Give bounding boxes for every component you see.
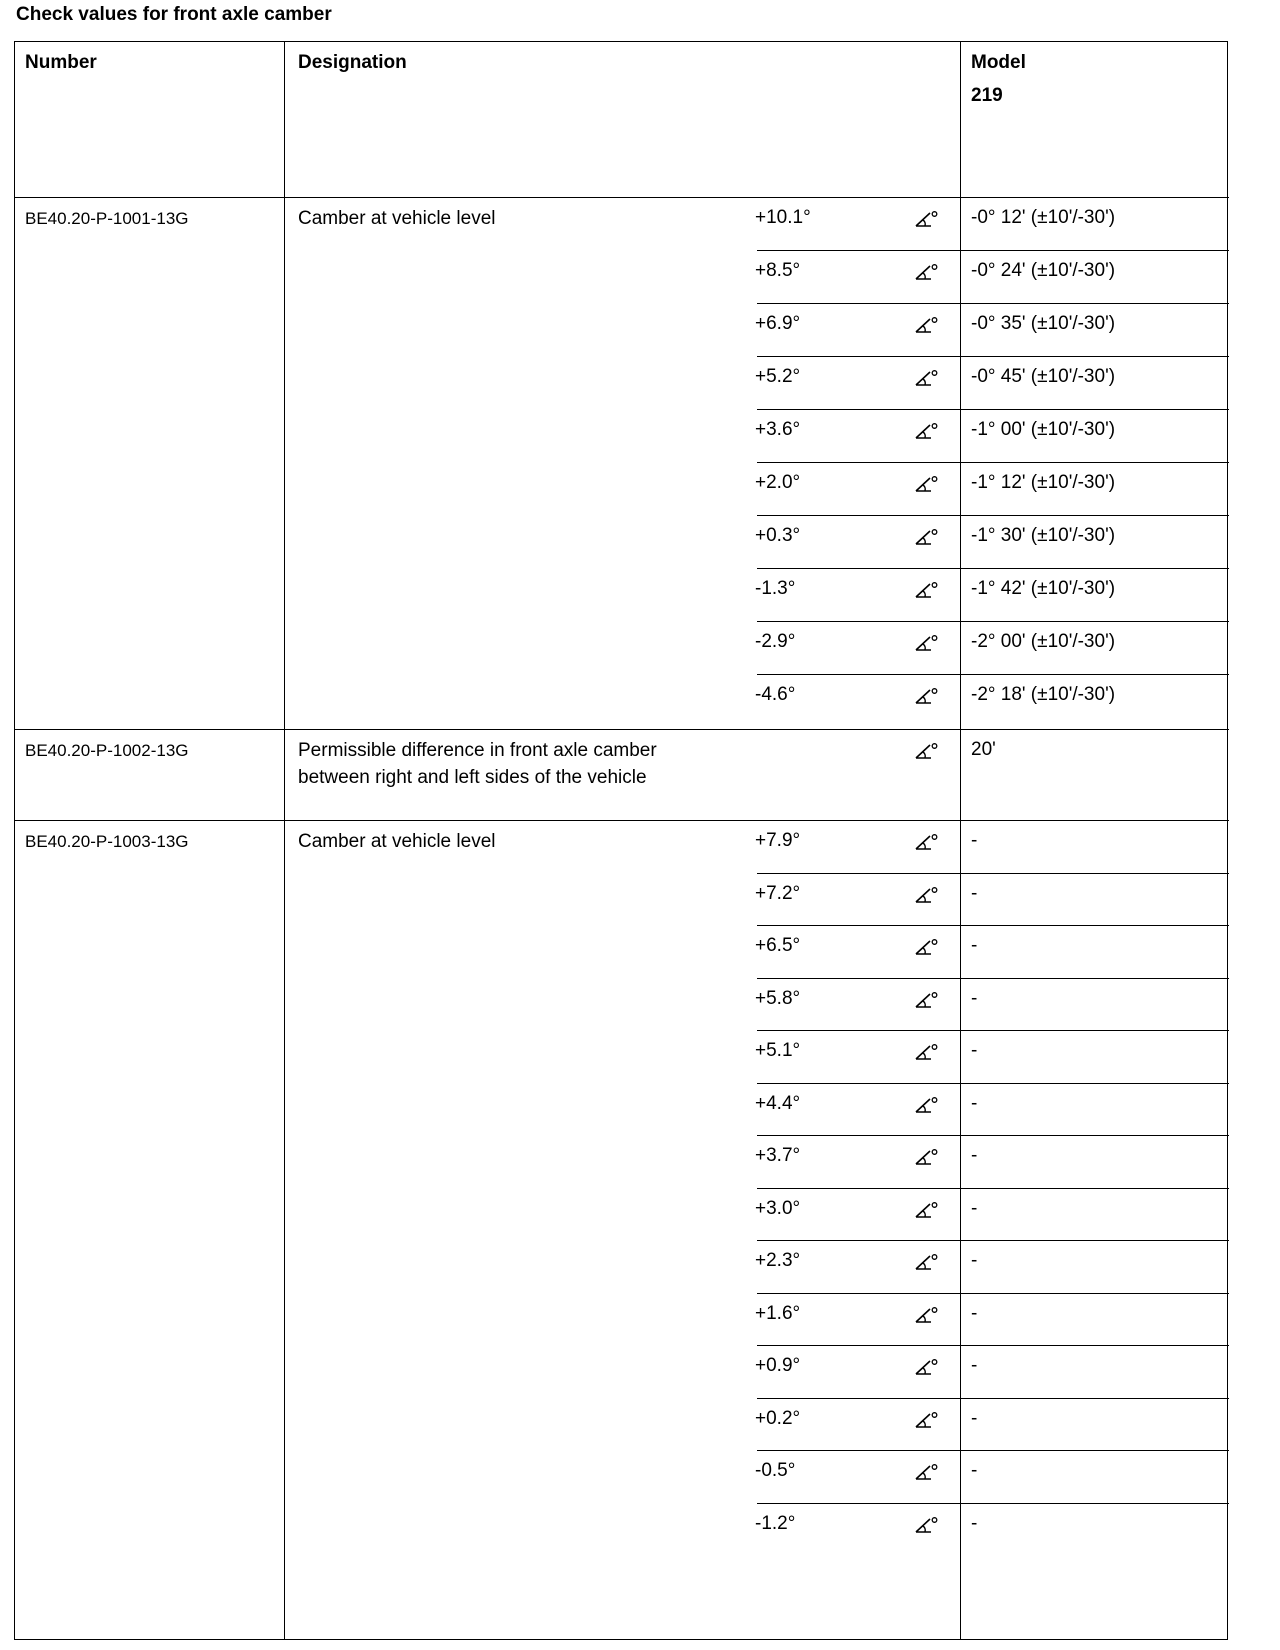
model-spec-value: - xyxy=(971,1512,978,1534)
camber-value: -1.3° xyxy=(755,578,796,599)
camber-value: -0.5° xyxy=(755,1460,796,1481)
model-spec-value: - xyxy=(971,1407,978,1429)
camber-value: +6.9° xyxy=(755,313,801,334)
angle-degree-icon xyxy=(913,209,939,229)
camber-value: +3.7° xyxy=(755,1145,801,1166)
model-spec-value: -1° 42' (±10'/-30') xyxy=(971,578,1116,599)
angle-degree-icon xyxy=(913,1462,939,1482)
header-designation: Designation xyxy=(298,52,407,73)
model-spec-value: -0° 45' (±10'/-30') xyxy=(971,366,1116,387)
row-divider xyxy=(757,303,1229,304)
angle-degree-icon xyxy=(913,741,939,761)
row-divider xyxy=(757,978,1229,979)
model-spec-value: -1° 30' (±10'/-30') xyxy=(971,525,1116,546)
camber-value: +5.8° xyxy=(755,987,801,1009)
angle-degree-icon xyxy=(913,262,939,282)
header-model-value: 219 xyxy=(971,85,1003,106)
header-number: Number xyxy=(25,52,97,73)
model-spec-value: - xyxy=(971,830,978,851)
model-spec-value: - xyxy=(971,1302,978,1324)
angle-degree-icon xyxy=(913,633,939,653)
angle-degree-icon xyxy=(913,1147,939,1167)
model-spec-value: 20' xyxy=(971,739,996,760)
model-spec-value: - xyxy=(971,1250,978,1271)
angle-degree-icon xyxy=(913,580,939,600)
row-divider xyxy=(757,925,1229,926)
angle-degree-icon xyxy=(913,885,939,905)
camber-value: +5.1° xyxy=(755,1040,801,1061)
row-divider xyxy=(757,1398,1229,1399)
angle-degree-icon xyxy=(913,368,939,388)
model-spec-value: - xyxy=(971,1040,978,1061)
angle-degree-icon xyxy=(913,421,939,441)
column-divider-number xyxy=(284,42,285,1639)
row-divider xyxy=(757,1450,1229,1451)
row-divider xyxy=(757,409,1229,410)
section-number: BE40.20-P-1001-13G xyxy=(25,209,189,228)
camber-value: +1.6° xyxy=(755,1302,801,1324)
camber-value: +2.3° xyxy=(755,1250,801,1271)
model-spec-value: -1° 00' (±10'/-30') xyxy=(971,419,1116,440)
row-divider xyxy=(757,250,1229,251)
camber-value: +8.5° xyxy=(755,260,801,281)
row-divider xyxy=(757,1345,1229,1346)
camber-value: +10.1° xyxy=(755,207,811,228)
model-spec-value: -0° 35' (±10'/-30') xyxy=(971,313,1116,334)
row-divider xyxy=(757,568,1229,569)
camber-value: +0.2° xyxy=(755,1407,801,1429)
camber-value: +7.2° xyxy=(755,882,801,904)
model-spec-value: - xyxy=(971,1355,978,1376)
camber-value: +4.4° xyxy=(755,1092,801,1114)
model-spec-value: - xyxy=(971,1092,978,1114)
row-divider xyxy=(757,462,1229,463)
section-designation: Permissible difference in front axle camber between right and left sides of the vehicle xyxy=(298,740,657,788)
camber-value: +3.6° xyxy=(755,419,801,440)
row-divider xyxy=(757,873,1229,874)
section-number: BE40.20-P-1002-13G xyxy=(25,741,189,760)
section-divider xyxy=(15,729,1229,730)
section-number: BE40.20-P-1003-13G xyxy=(25,832,189,851)
angle-degree-icon xyxy=(913,686,939,706)
row-divider xyxy=(757,1293,1229,1294)
camber-value: +0.3° xyxy=(755,525,801,546)
camber-value: -4.6° xyxy=(755,684,796,705)
model-spec-value: - xyxy=(971,935,978,956)
header-model-label: Model xyxy=(971,52,1026,73)
row-divider xyxy=(757,1503,1229,1504)
angle-degree-icon xyxy=(913,1252,939,1272)
angle-degree-icon xyxy=(913,1357,939,1377)
row-divider xyxy=(757,621,1229,622)
row-divider xyxy=(757,356,1229,357)
model-spec-value: -0° 24' (±10'/-30') xyxy=(971,260,1116,281)
row-divider xyxy=(757,1240,1229,1241)
camber-table xyxy=(14,41,1228,1640)
angle-degree-icon xyxy=(913,1095,939,1115)
row-divider xyxy=(757,674,1229,675)
model-spec-value: - xyxy=(971,987,978,1009)
angle-degree-icon xyxy=(913,1042,939,1062)
section-divider xyxy=(15,820,1229,821)
angle-degree-icon xyxy=(913,1410,939,1430)
section-designation: Camber at vehicle level xyxy=(298,831,496,852)
camber-value: +0.9° xyxy=(755,1355,801,1376)
column-divider-model xyxy=(960,42,961,1639)
section-designation: Camber at vehicle level xyxy=(298,208,496,229)
angle-degree-icon xyxy=(913,1305,939,1325)
header-divider xyxy=(15,197,1229,198)
model-spec-value: -0° 12' (±10'/-30') xyxy=(971,207,1116,228)
camber-value: +5.2° xyxy=(755,366,801,387)
camber-value: +2.0° xyxy=(755,472,801,493)
angle-degree-icon xyxy=(913,1200,939,1220)
model-spec-value: -1° 12' (±10'/-30') xyxy=(971,472,1116,493)
row-divider xyxy=(757,1135,1229,1136)
camber-value: +6.5° xyxy=(755,935,801,956)
angle-degree-icon xyxy=(913,1515,939,1535)
model-spec-value: - xyxy=(971,1145,978,1166)
angle-degree-icon xyxy=(913,315,939,335)
row-divider xyxy=(757,1030,1229,1031)
row-divider xyxy=(757,1188,1229,1189)
angle-degree-icon xyxy=(913,832,939,852)
camber-value: -1.2° xyxy=(755,1512,796,1534)
row-divider xyxy=(757,515,1229,516)
camber-value: -2.9° xyxy=(755,631,796,652)
page-title: Check values for front axle camber xyxy=(16,4,332,25)
angle-degree-icon xyxy=(913,990,939,1010)
angle-degree-icon xyxy=(913,474,939,494)
camber-value: +7.9° xyxy=(755,830,801,851)
model-spec-value: - xyxy=(971,882,978,904)
row-divider xyxy=(757,1083,1229,1084)
model-spec-value: - xyxy=(971,1197,978,1219)
model-spec-value: -2° 18' (±10'/-30') xyxy=(971,684,1116,705)
angle-degree-icon xyxy=(913,937,939,957)
camber-value: +3.0° xyxy=(755,1197,801,1219)
model-spec-value: -2° 00' (±10'/-30') xyxy=(971,631,1116,652)
angle-degree-icon xyxy=(913,527,939,547)
model-spec-value: - xyxy=(971,1460,978,1481)
